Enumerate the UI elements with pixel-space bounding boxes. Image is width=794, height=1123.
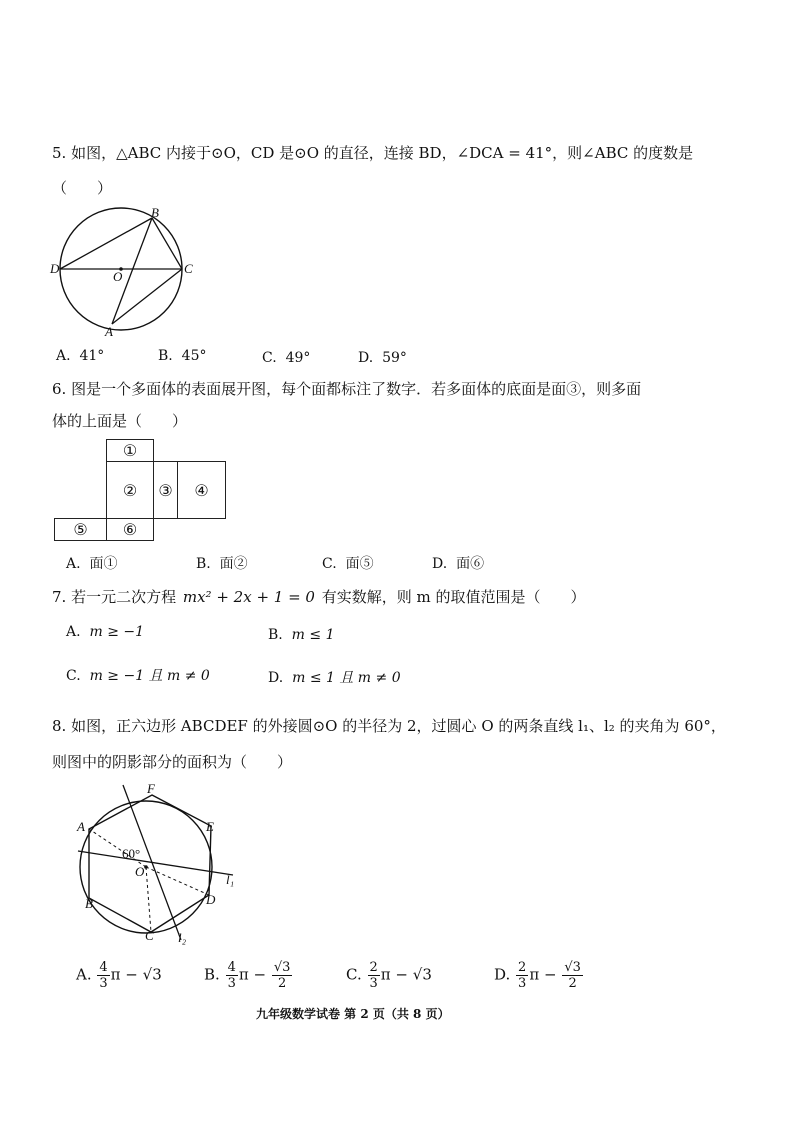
q7-option-d[interactable]: D. m ≤ 1 且 m ≠ 0 [268, 670, 401, 686]
q6-option-a[interactable]: A. 面① [66, 556, 118, 572]
q6-option-c[interactable]: C. 面⑤ [322, 556, 374, 572]
q8-stem-line1: 8. 如图，正六边形 ABCDEF 的外接圆⊙O 的半径为 2，过圆心 O 的两条直线 l₁、l₂ 的夹角为 60°， [52, 717, 726, 735]
q8-option-b-fraction: $\frac{4}{3}$ [227, 960, 236, 991]
q6-option-b[interactable]: B. 面② [196, 556, 248, 572]
q6-stem-line2: 体的上面是（ ） [52, 412, 188, 430]
q5-label-a: A [105, 324, 113, 339]
q8-label-c: C [145, 928, 154, 943]
q6-face-5: ⑤ [54, 518, 107, 541]
q6-face-1: ① [106, 439, 154, 462]
q8-label-angle: 60° [122, 846, 141, 861]
q6-face-3: ③ [153, 461, 178, 519]
q5-option-c[interactable]: C. 49° [262, 350, 311, 366]
q7-stem: 7. 若一元二次方程 mx² + 2x + 1 = 0 有实数解，则 m 的取值范围是（ ） [52, 588, 586, 606]
q8-hexagon-figure [75, 780, 255, 950]
q8-option-c[interactable]: C. $\frac{2}{3}$ π − √3 [346, 960, 432, 991]
q5-option-a[interactable]: A. 41° [56, 348, 105, 364]
q5-stem: 5. 如图，△ABC 内接于⊙O，CD 是⊙O 的直径，连接 BD，∠DCA = 41°，则∠ABC 的度数是 [52, 144, 694, 162]
q8-option-d[interactable]: D. $\frac{2}{3}$ π − $\frac{√3}{2}$ [494, 960, 581, 991]
q5-segment-bd [60, 218, 152, 269]
q8-label-b: B [85, 896, 93, 911]
q6-face-2: ② [106, 461, 154, 519]
q8-option-b-radical-fraction: $\frac{√3}{2}$ [273, 960, 291, 991]
q6-option-d[interactable]: D. 面⑥ [432, 556, 485, 572]
q8-option-a-fraction: $\frac{4}{3}$ [99, 960, 108, 991]
q8-option-d-radical-fraction: $\frac{√3}{2}$ [564, 960, 581, 991]
q6-face-4: ④ [177, 461, 226, 519]
q6-face-6: ⑥ [106, 518, 154, 541]
page-footer: 九年级数学试卷 第 2 页（共 8 页） [256, 1007, 450, 1021]
q5-answer-paren[interactable]: （ ） [52, 179, 113, 197]
q7-option-c[interactable]: C. m ≥ −1 且 m ≠ 0 [66, 668, 210, 684]
q5-label-o: O [113, 269, 123, 284]
q8-label-a: A [77, 819, 85, 834]
q5-label-c: C [184, 261, 193, 276]
q8-dashed-oc [146, 867, 151, 932]
q5-label-d: D [50, 261, 60, 276]
q5-circle-figure [50, 205, 193, 339]
q8-option-a[interactable]: A. $\frac{4}{3}$ π − √3 [76, 960, 162, 991]
q8-hexagon [89, 795, 211, 932]
q5-label-b: B [151, 205, 159, 220]
q7-option-b[interactable]: B. m ≤ 1 [268, 627, 335, 643]
q6-stem-line1: 6. 图是一个多面体的表面展开图，每个面都标注了数字．若多面体的底面是面③，则多面 [52, 380, 642, 398]
q8-label-f: F [147, 781, 155, 796]
q8-label-o: O [135, 864, 145, 879]
q8-option-b[interactable]: B. $\frac{4}{3}$ π − $\frac{√3}{2}$ [204, 960, 291, 991]
q5-option-b[interactable]: B. 45° [158, 348, 207, 364]
q5-option-d[interactable]: D. 59° [358, 350, 407, 366]
q8-label-e: E [206, 819, 214, 834]
q8-label-l1: l₁ [226, 872, 235, 887]
q7-equation: mx² + 2x + 1 = 0 [182, 588, 315, 606]
q8-option-c-fraction: $\frac{2}{3}$ [369, 960, 378, 991]
q8-line-l2 [123, 785, 181, 940]
q8-option-d-fraction: $\frac{2}{3}$ [518, 960, 527, 991]
q8-stem-line2: 则图中的阴影部分的面积为（ ） [52, 753, 293, 771]
q8-label-d: D [206, 892, 216, 907]
q8-center-dot [144, 865, 148, 869]
q5-segment-bc [152, 218, 182, 269]
q7-option-a[interactable]: A. m ≥ −1 [66, 624, 145, 640]
q8-label-l2: l₂ [178, 930, 187, 945]
